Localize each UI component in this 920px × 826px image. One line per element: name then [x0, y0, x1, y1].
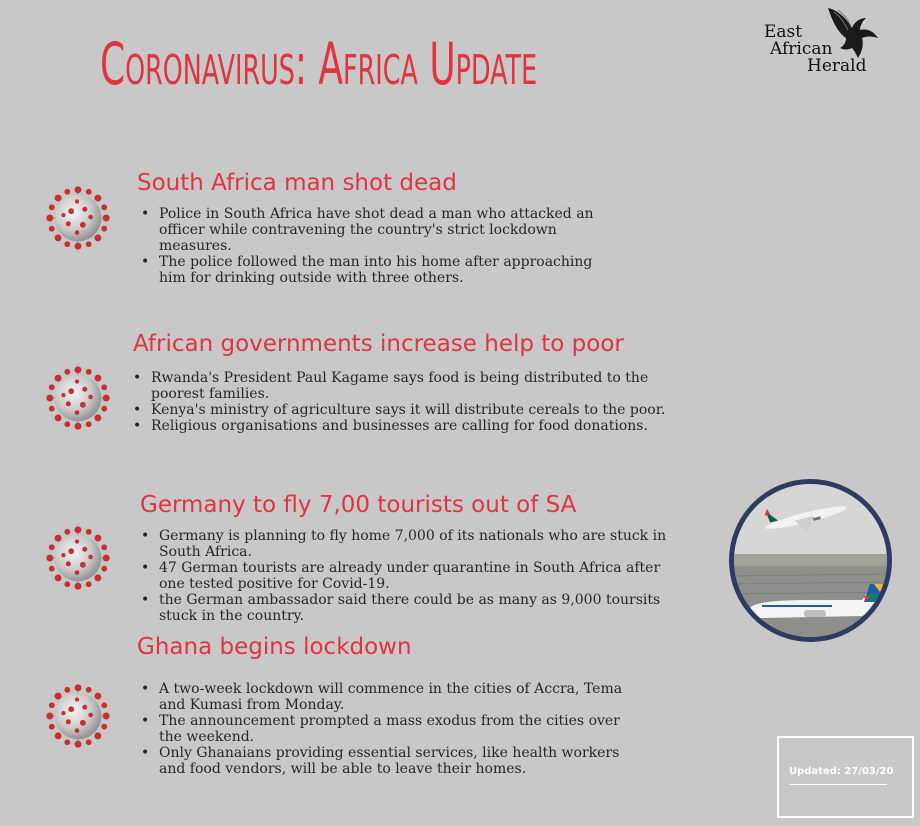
bullet-item: • Religious organisations and businesses are calling for food donations. [129, 418, 674, 434]
bullet-item: • the German ambassador said there could be as many as 9,000 toursits stuck in the country. [137, 592, 677, 624]
divider [789, 784, 887, 785]
airplane-illustration [734, 484, 887, 637]
bullet-item: • A two-week lockdown will commence in the cities of Accra, Tema and Kumasi from Monday. [137, 681, 647, 713]
bullet-item: • Rwanda's President Paul Kagame says food is being distributed to the poorest families. [129, 370, 674, 402]
eagle-icon [824, 4, 882, 66]
logo-line-1: East [764, 22, 803, 42]
page-title: Coronavirus: Africa Update [100, 30, 538, 98]
airplane-photo [729, 479, 892, 642]
bullet-item: • Kenya's ministry of agriculture says it will distribute cereals to the poor. [129, 402, 674, 418]
bullet-list [137, 528, 677, 624]
bullet-list [137, 681, 647, 777]
coronavirus-icon [44, 524, 112, 592]
coronavirus-icon [44, 364, 112, 432]
section-heading: South Africa man shot dead [137, 170, 457, 196]
section-heading: Ghana begins lockdown [137, 634, 412, 660]
updated-date: Updated: 27/03/20 [789, 766, 894, 777]
east-african-herald-logo [762, 4, 912, 80]
updated-box [777, 736, 914, 818]
bullet-item: • Only Ghanaians providing essential services, like health workers and food vendors, will be able to leave their homes. [137, 745, 647, 777]
bullet-item: • Police in South Africa have shot dead a man who attacked an officer while contravening the country's strict lockdown measures. [137, 206, 617, 254]
bullet-list [129, 370, 674, 434]
coronavirus-icon [44, 184, 112, 252]
section-heading: African governments increase help to poor [133, 331, 624, 357]
logo-line-3: Herald [807, 56, 867, 76]
bullet-list [137, 206, 617, 286]
logo-line-2: African [770, 39, 833, 59]
bullet-item: • 47 German tourists are already under quarantine in South Africa after one tested positive for Covid-19. [137, 560, 677, 592]
bullet-item: • The announcement prompted a mass exodus from the cities over the weekend. [137, 713, 647, 745]
bullet-item: • The police followed the man into his home after approaching him for drinking outside with three others. [137, 254, 617, 286]
bullet-item: • Germany is planning to fly home 7,000 of its nationals who are stuck in South Africa. [137, 528, 677, 560]
section-heading: Germany to fly 7,00 tourists out of SA [140, 492, 577, 518]
coronavirus-icon [44, 682, 112, 750]
